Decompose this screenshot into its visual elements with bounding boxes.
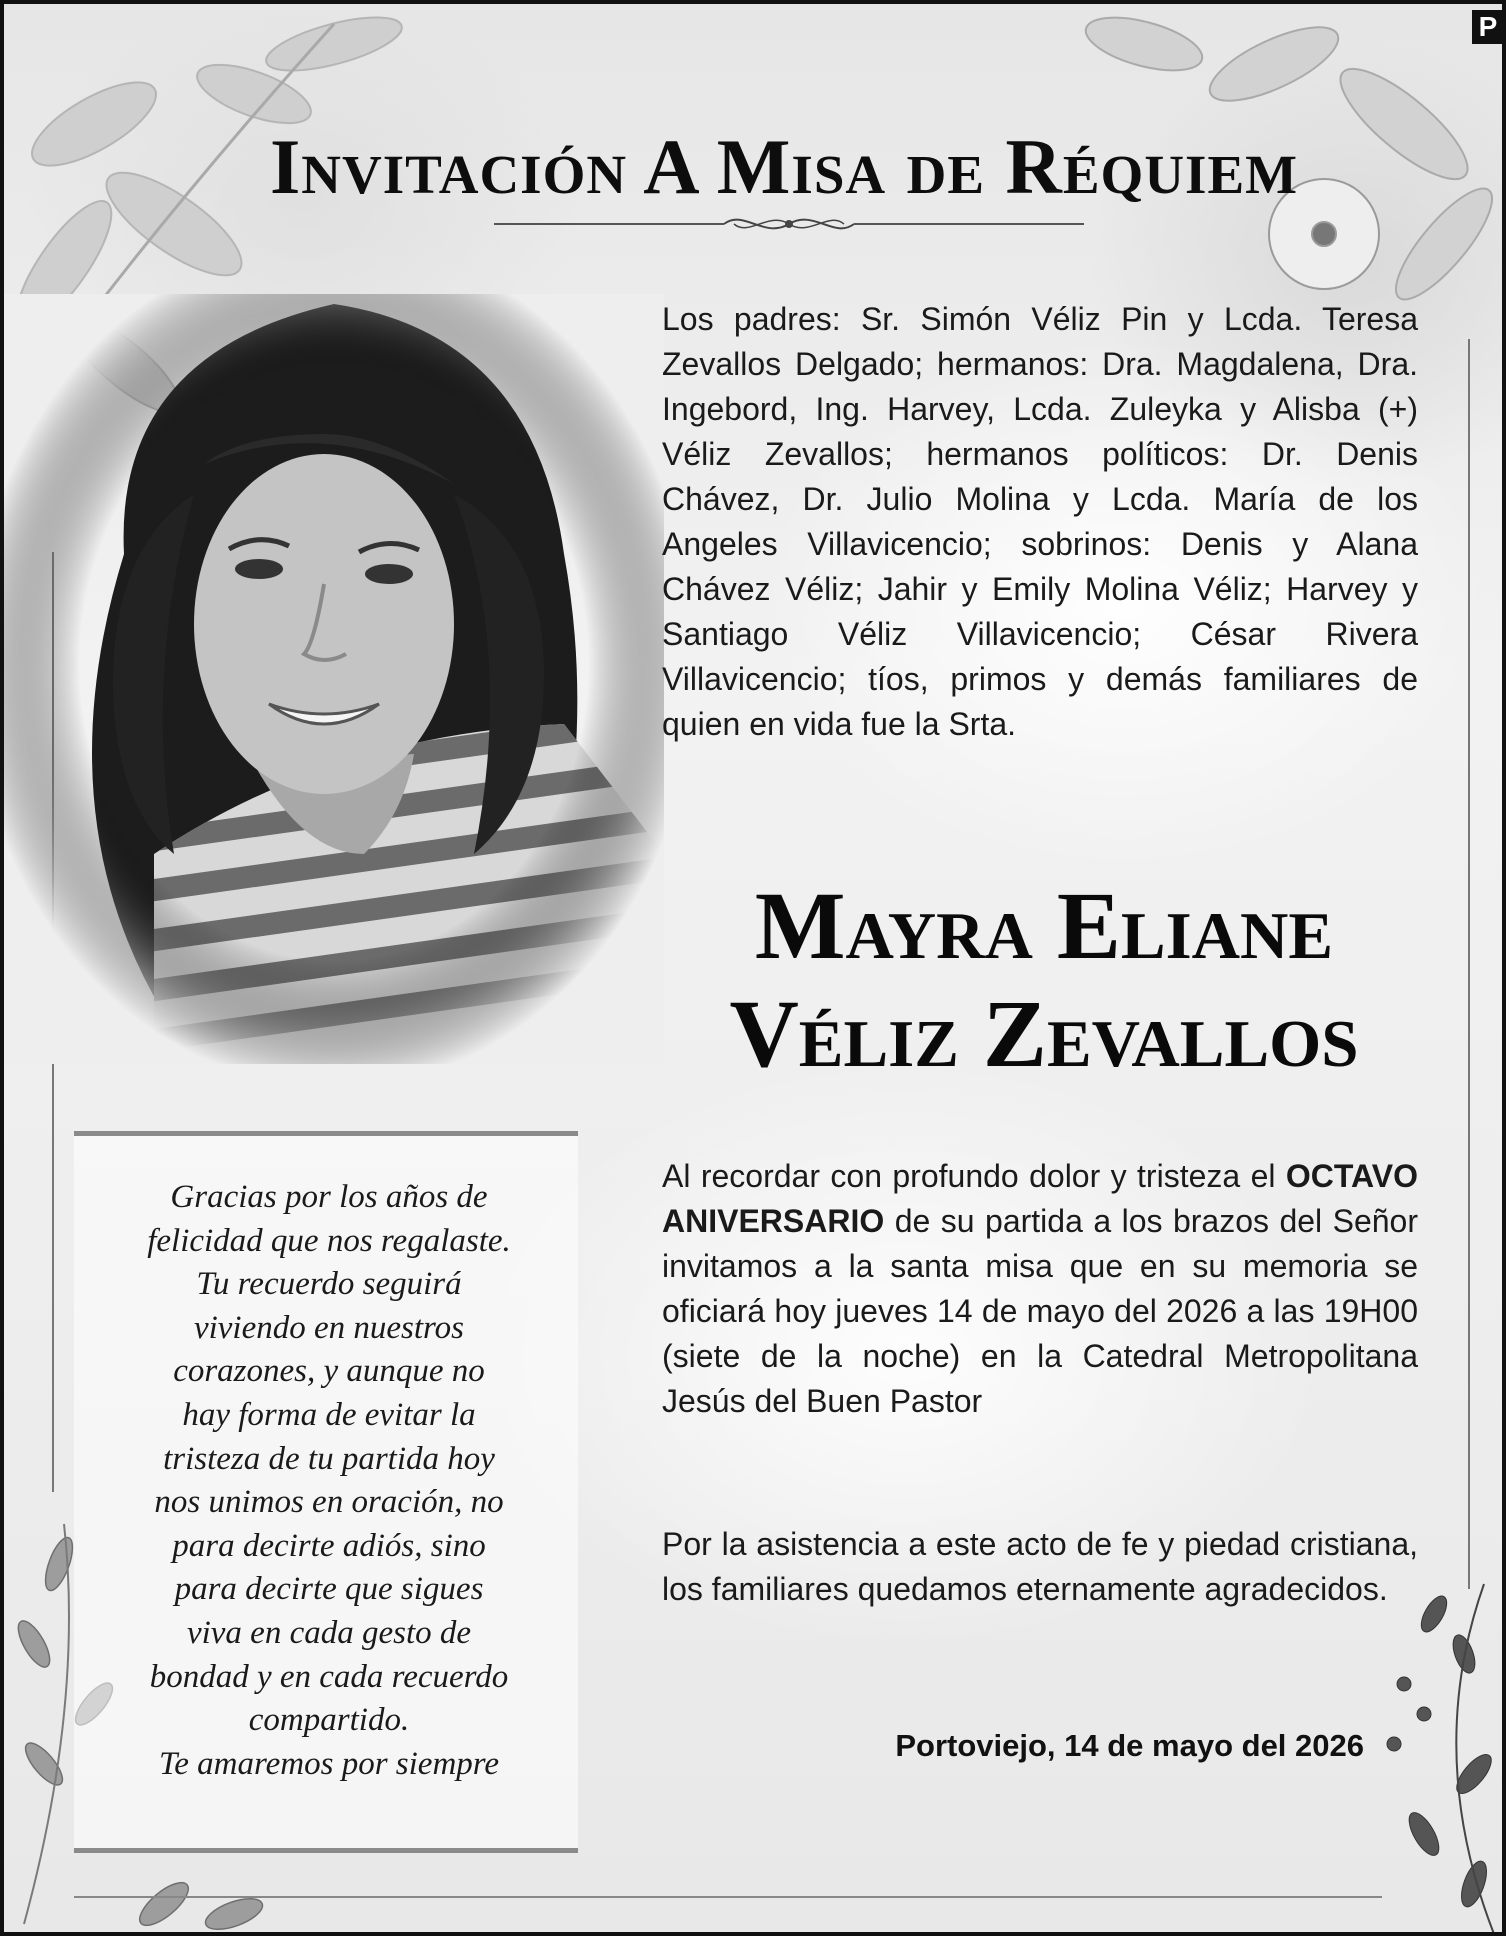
quote-line: para decirte que sigues <box>174 1571 484 1608</box>
quote-line: para decirte adiós, sino <box>172 1527 486 1564</box>
anniversary-highlight: OCTAVO ANIVERSARIO <box>662 1158 1418 1239</box>
quote-line: bondad y en cada recuerdo <box>149 1658 509 1695</box>
quote-line: Te amaremos por siempre <box>158 1745 500 1782</box>
quote-line: felicidad que nos regalaste. <box>147 1222 511 1259</box>
invitation-lead: Al recordar con profundo dolor y tristeza el <box>662 1158 1276 1194</box>
right-frame-line <box>1468 339 1470 1589</box>
bottom-frame-line <box>74 1896 1382 1898</box>
deceased-name-line2: Véliz Zevallos <box>729 980 1359 1087</box>
memorial-quote <box>104 1176 554 1786</box>
publication-badge: P <box>1472 10 1504 44</box>
family-paragraph: Los padres: Sr. Simón Véliz Pin y Lcda. Teresa Zevallos Delgado; hermanos: Dra. Magdalena, Dra. Ingebord, Ing. Harvey, Lcda. Zuleyka y Alisba (+) Véliz Zevallos; hermanos políticos: Dr. Denis Chávez, Dr. Julio Molina y Lcda. María de los Angeles Villavicencio; sobrinos: Denis y Alana Chávez Véliz; Jahir y Emily Molina Véliz; Harvey y Santiago Véliz Villavicencio; César Rivera Villavicencio; tíos, primos y demás familiares de quien en vida fue la Srta. <box>662 301 1418 742</box>
invitation-details: de su partida a los brazos del Señor invitamos a la santa misa que en su memoria se oficiará hoy jueves 14 de mayo del 2026 a las 19H00 (siete de la noche) en la Catedral Metropolitana Jesús del Buen Pastor <box>662 1203 1419 1419</box>
quote-line: corazones, y aunque no <box>173 1353 485 1390</box>
deceased-name-line1: Mayra Eliane <box>754 872 1334 979</box>
portrait-photo <box>4 294 664 1064</box>
page-title: Invitación A Misa de Réquiem <box>269 123 1299 210</box>
quote-line: viva en cada gesto de <box>186 1614 472 1651</box>
quote-line: Gracias por los años de <box>170 1179 488 1215</box>
quote-line: nos unimos en oración, no <box>154 1484 504 1521</box>
quote-line: hay forma de evitar la <box>182 1396 476 1433</box>
ornament-divider <box>494 209 1084 239</box>
deceased-name <box>624 872 1464 1088</box>
place-date: Portoviejo, 14 de mayo del 2026 <box>895 1728 1364 1763</box>
quote-line: Tu recuerdo seguirá <box>196 1266 462 1303</box>
quote-line: viviendo en nuestros <box>193 1309 465 1346</box>
invitation-paragraph <box>662 1154 1418 1424</box>
quote-line: compartido. <box>248 1702 410 1739</box>
quote-line: tristeza de tu partida hoy <box>163 1440 495 1477</box>
thanks-paragraph: Por la asistencia a este acto de fe y piedad cristiana, los familiares quedamos eternamente agradecidos. <box>662 1526 1418 1607</box>
foliage-bottom-right-decoration <box>1364 1574 1506 1936</box>
